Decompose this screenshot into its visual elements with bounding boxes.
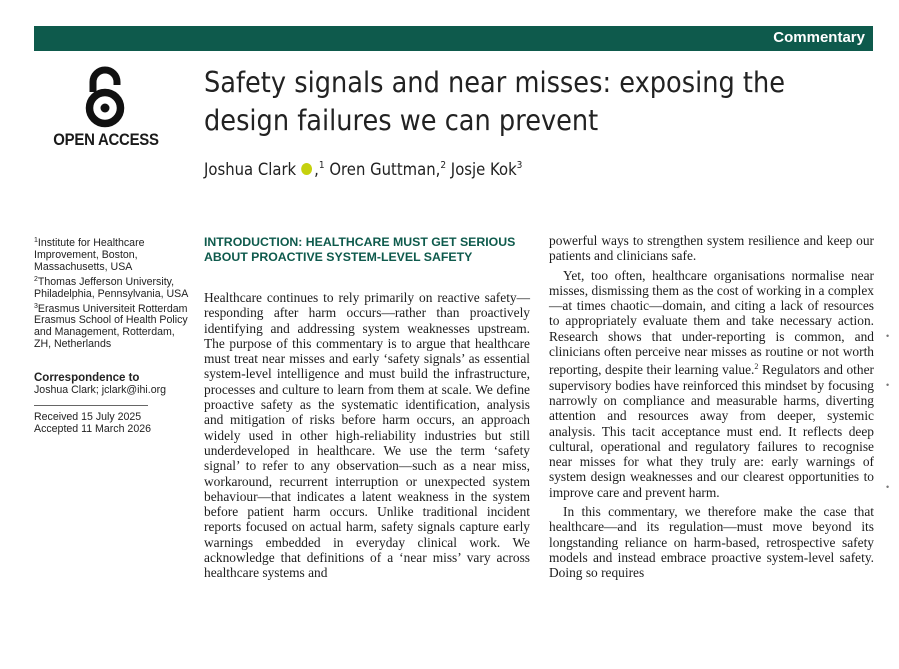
author-line: Joshua Clark ,$^1$ Oren Guttman,$^2$ Josje Kok$^3$ [204, 160, 523, 179]
author-affiliation-ref: 1 [318, 160, 325, 171]
affiliation-line: $^3$Erasmus Universiteit Rotterdam [34, 302, 188, 315]
body-column-right [549, 233, 874, 581]
correspondence-heading: Correspondence to [34, 372, 140, 385]
affiliation-number: 1 [34, 237, 38, 244]
article-title: Safety signals and near misses: exposing the design failures we can prevent [204, 66, 786, 137]
body-paragraph: Yet, too often, healthcare organisations normalise near misses, dismissing them as the cost of working in a complex—at times chaotic—domain, and citing a lack of resources to appropriately evaluate them and take necessary action. Research shows that under-reporting is common, and clinicians often perceive near misses as routine or not worth reporting, despite their learning value.$^2$ Regulators and other supervisory bodies have reinforced this mindset by focusing narrowly on compliance and measurable harms, diverting attention and resources away from deeper, systemic analysis. This tacit acceptance must end. It reflects deep cultural, operational and regulatory failures to recognise near misses for what they truly are: early warnings of system design weaknesses and our clearest opportunities to improve care and prevent harm. [549, 267, 875, 500]
margin-mark: • [886, 380, 890, 390]
reference-link[interactable]: 2 [754, 362, 759, 372]
affiliations [34, 235, 194, 351]
affiliation-line: $^1$Institute for Healthcare [34, 237, 145, 249]
open-access-lock-icon [79, 66, 131, 128]
affiliation-line: Massachusetts, USA [34, 260, 133, 273]
correspondence-contact[interactable]: Joshua Clark; jclark@ihi.org [34, 384, 167, 397]
body-paragraph: In this commentary, we therefore make the case that healthcare—and its regulation—must move beyond its longstanding reliance on harm-based, retrospective safety models and instead embrace proactive system-level safety. Doing so requires [549, 504, 874, 581]
affiliation-line: and Management, Rotterdam, [34, 326, 175, 339]
affiliation-number: 2 [34, 275, 38, 283]
body-paragraph: powerful ways to strengthen system resilience and keep our patients and clinicians safe. [549, 233, 874, 264]
orcid-icon[interactable] [302, 163, 313, 175]
affiliation-line: Philadelphia, Pennsylvania, USA [34, 287, 189, 300]
section-heading: INTRODUCTION: HEALTHCARE MUST GET SERIOUS ABOUT PROACTIVE SYSTEM-LEVEL SAFETY [204, 235, 516, 264]
author-name[interactable]: Joshua Clark [204, 160, 297, 179]
margin-mark: • [886, 482, 890, 492]
body-column-left [204, 290, 530, 581]
body-paragraph: Healthcare continues to rely primarily on reactive safety—responding after harm occurs—rather than proactively identifying and addressing system weaknesses upstream. The purpose of this commentary is to argue that healthcare must treat near misses and early ‘safety signals’ as essential system-level intelligence and must build the infrastructure, processes and culture to learn from them at scale. We define proactive safety as the systematic identification, analysis and mitigation of risks before harm occurs, an approach widely used in other high-reliability industries but still underdeveloped in healthcare. We use the term ‘safety signal’ to refer to any observation—such as a near miss, workaround, recurrent interruption or unexpected system behaviour—that indicates a latent weakness in the system before patient harm occurs. Unlike traditional incident reports focused on actual harm, safety signals capture early warnings embedded in everyday clinical work. We acknowledge that definitions of a ‘near miss’ vary across healthcare systems and [204, 290, 530, 581]
author-affiliation-ref: 3 [516, 160, 523, 171]
affiliation-number: 3 [34, 302, 38, 310]
sidebar-divider [34, 405, 148, 406]
article-type-label: Commentary [773, 29, 865, 46]
affiliation-line: ZH, Netherlands [34, 338, 112, 351]
article-type-banner [34, 26, 873, 51]
received-date: Received 15 July 2025 [34, 410, 142, 423]
author-name[interactable]: Oren Guttman [329, 160, 436, 179]
author-name[interactable]: Josje Kok [450, 160, 517, 179]
article-sidebar [34, 235, 194, 436]
open-access-label: OPEN ACCESS [53, 130, 159, 149]
margin-mark: • [886, 331, 890, 341]
author-affiliation-ref: 2 [440, 160, 447, 171]
affiliation-line: Erasmus School of Health Policy [34, 314, 188, 327]
affiliation-line: Improvement, Boston, [34, 248, 138, 261]
affiliation-line: $^2$Thomas Jefferson University, [34, 275, 175, 288]
accepted-date: Accepted 11 March 2026 [34, 422, 151, 435]
